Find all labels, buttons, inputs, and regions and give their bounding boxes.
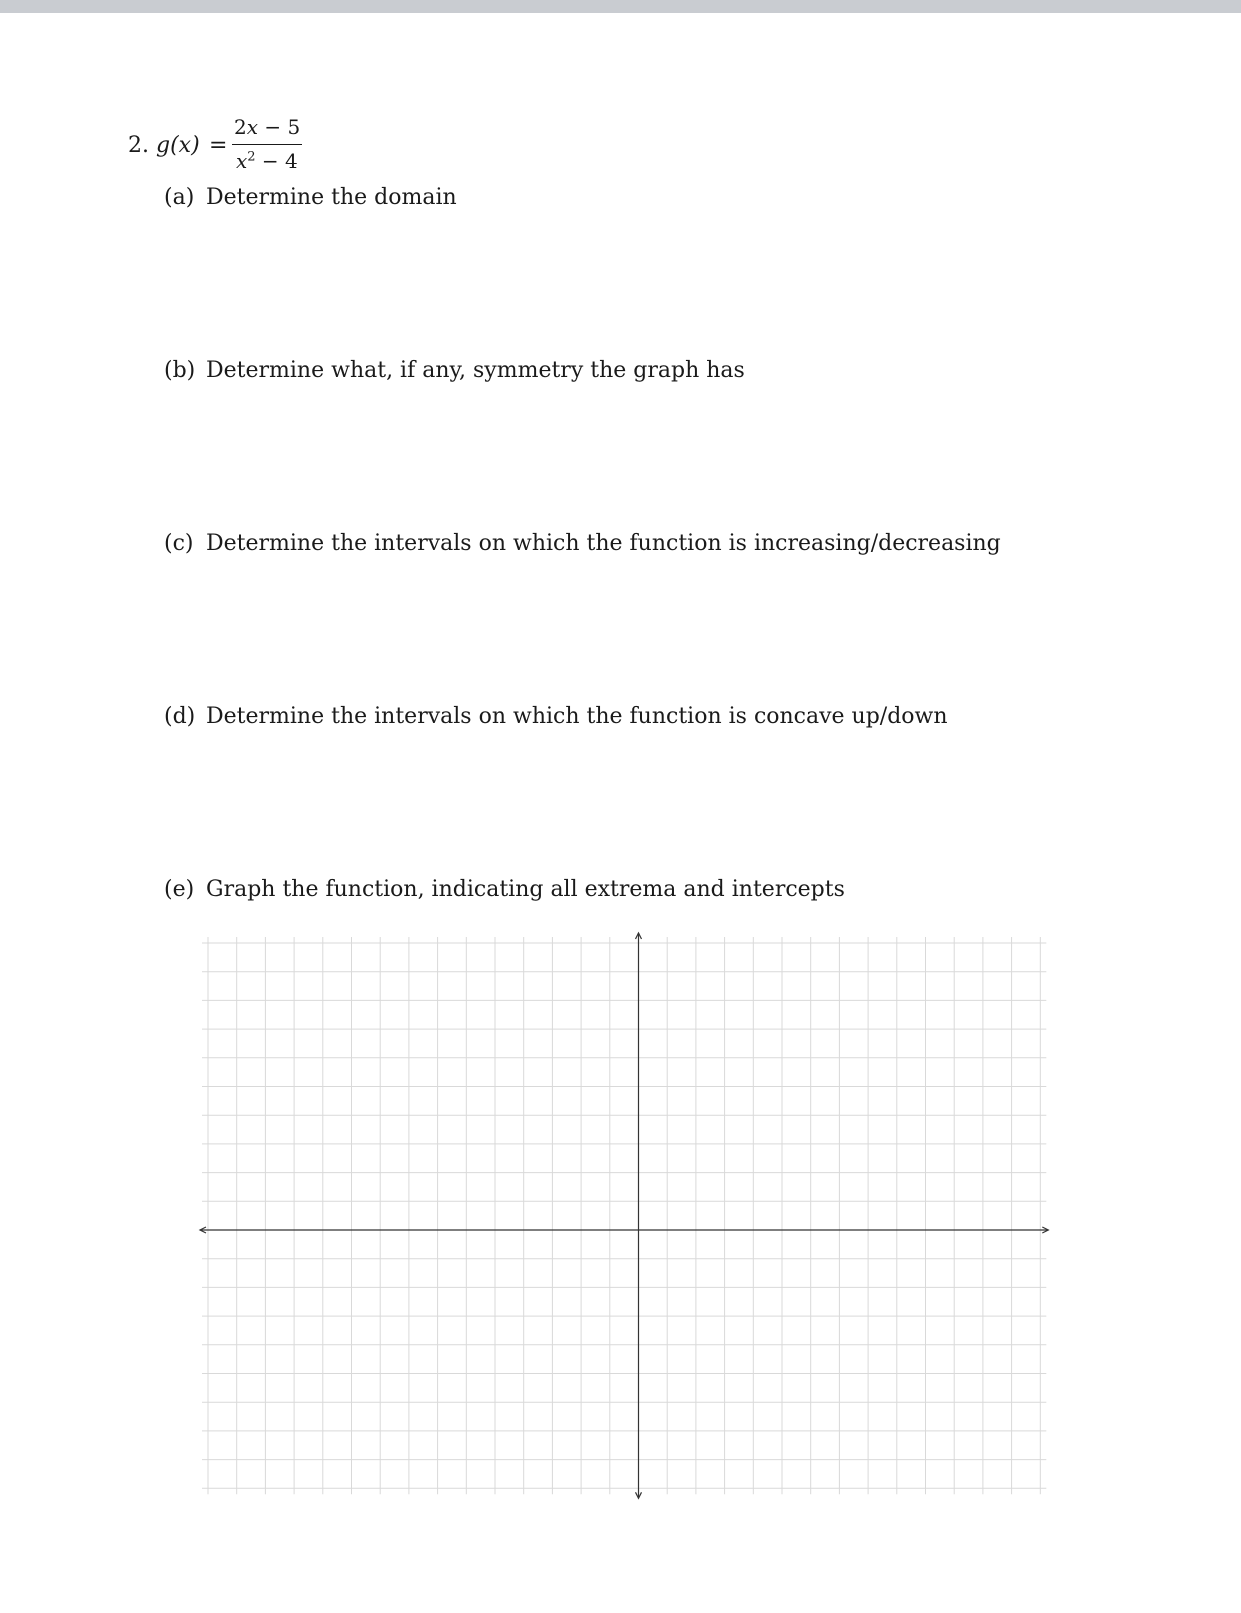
part-text: Determine what, if any, symmetry the graph has (206, 358, 745, 383)
part-tag: (a) (164, 185, 195, 210)
function-name: g(x) (156, 133, 200, 158)
part-text: Determine the domain (206, 185, 457, 210)
problem-number: 2. (128, 133, 149, 158)
numerator-coef: 2 (234, 115, 247, 139)
part-tag: (e) (164, 877, 195, 902)
numerator-rest: − 5 (258, 115, 301, 139)
part-text: Graph the function, indicating all extrema and intercepts (206, 877, 845, 902)
part-tag: (d) (164, 704, 196, 729)
equals-sign: = (209, 133, 228, 158)
part-text: Determine the intervals on which the function is increasing/decreasing (206, 531, 1001, 556)
denominator-rest: − 4 (255, 149, 298, 173)
part-tag: (b) (164, 358, 196, 383)
denominator-var: x (236, 149, 248, 173)
denominator-exponent: 2 (247, 149, 256, 165)
numerator-var: x (246, 115, 259, 139)
part-tag: (c) (164, 531, 194, 556)
part-text: Determine the intervals on which the function is concave up/down (206, 704, 948, 729)
